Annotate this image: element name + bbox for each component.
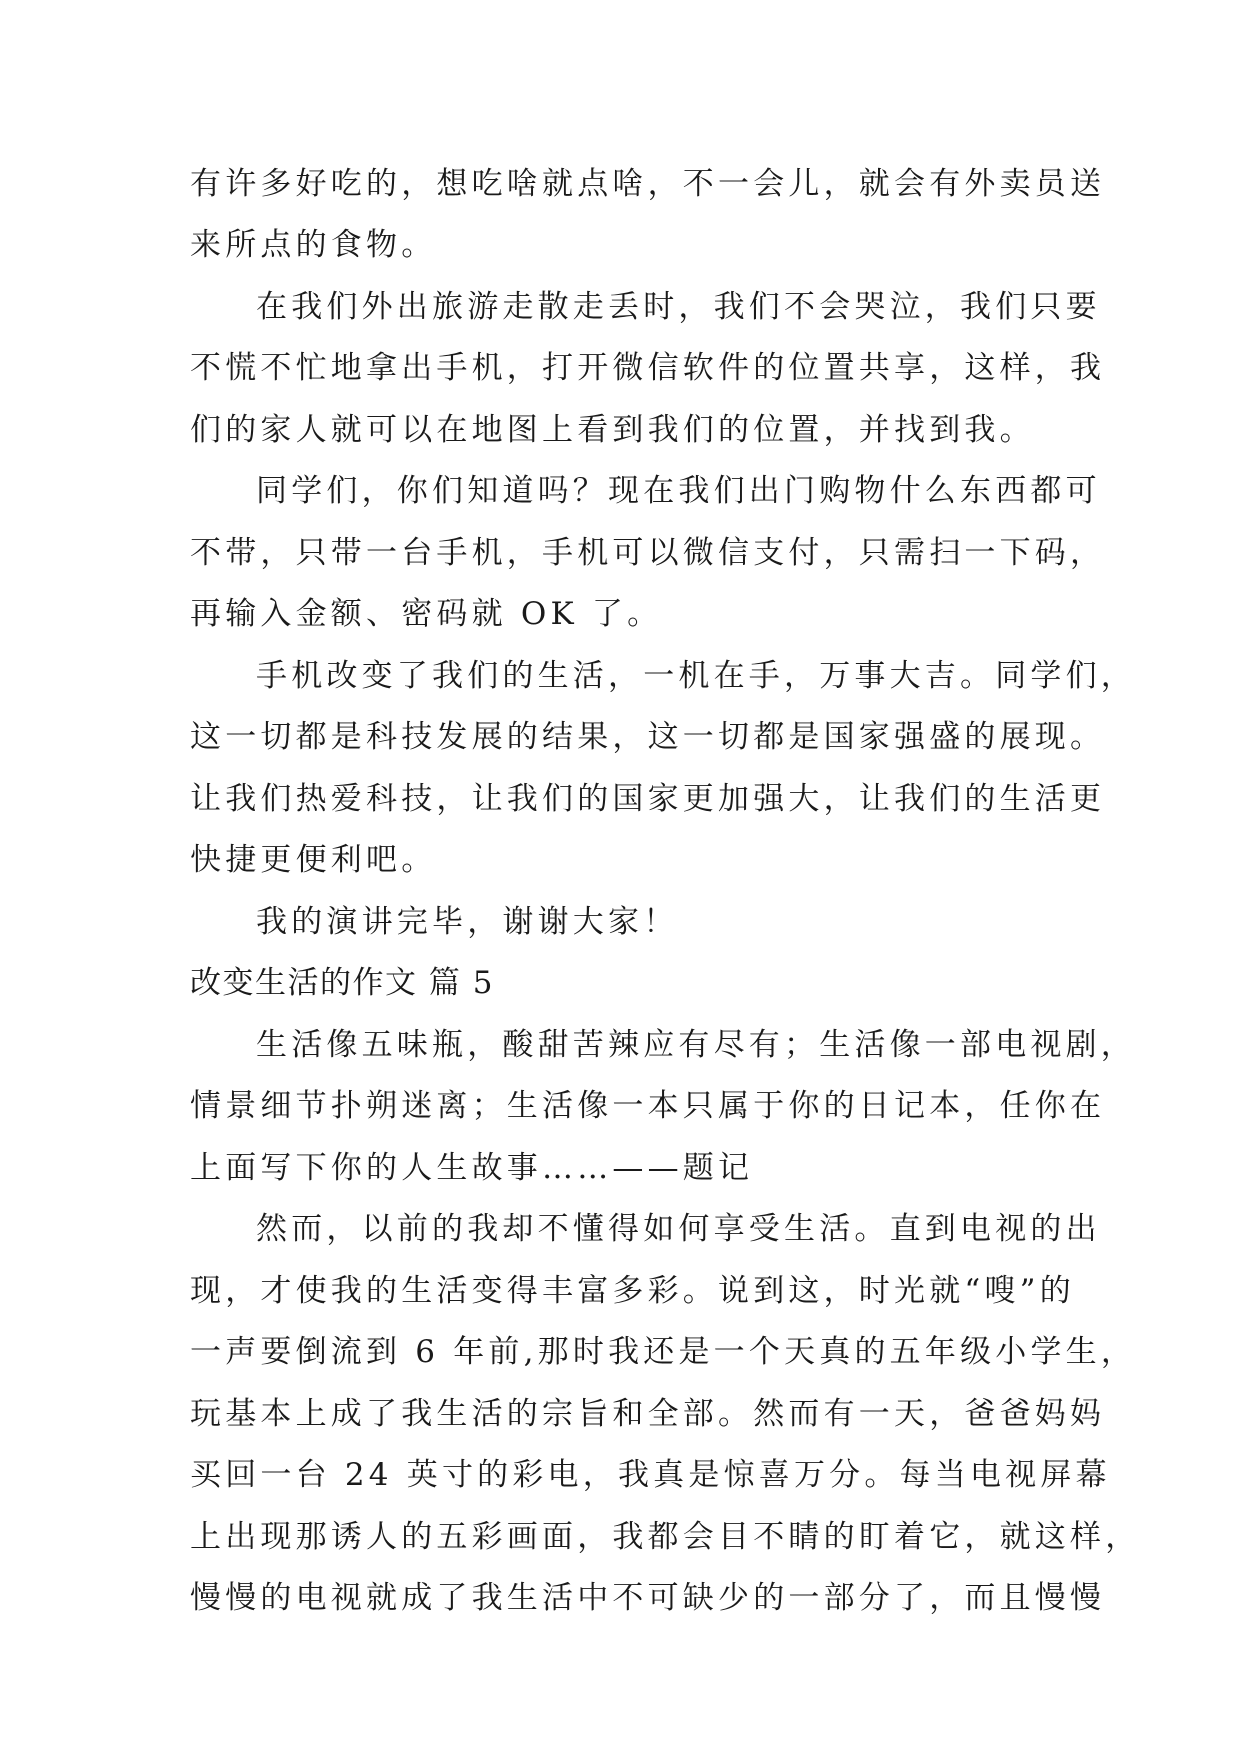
text-line: 情景细节扑朔迷离；生活像一本只属于你的日记本，任你在	[190, 1088, 1106, 1124]
text-line: 这一切都是科技发展的结果，这一切都是国家强盛的展现。	[190, 719, 1106, 755]
text-line: 有许多好吃的，想吃啥就点啥，不一会儿，就会有外卖员送	[190, 166, 1106, 202]
text-line: 们的家人就可以在地图上看到我们的位置，并找到我。	[190, 412, 1035, 448]
text-line: 快捷更便利吧。	[190, 842, 437, 878]
paragraph-first-line: 生活像五味瓶，酸甜苦辣应有尽有；生活像一部电视剧，	[256, 1027, 1136, 1063]
paragraph-first-line: 手机改变了我们的生活，一机在手，万事大吉。同学们，	[256, 658, 1136, 694]
text-line: 玩基本上成了我生活的宗旨和全部。然而有一天，爸爸妈妈	[190, 1396, 1106, 1432]
text-line: 上面写下你的人生故事……——题记	[190, 1150, 754, 1186]
text-line: 上出现那诱人的五彩画面，我都会目不睛的盯着它，就这样，	[190, 1519, 1141, 1555]
text-line: 不慌不忙地拿出手机，打开微信软件的位置共享，这样，我	[190, 350, 1106, 386]
text-line: 不带，只带一台手机，手机可以微信支付，只需扫一下码，	[190, 535, 1106, 571]
text-line: 慢慢的电视就成了我生活中不可缺少的一部分了，而且慢慢	[190, 1580, 1106, 1616]
section-heading: 改变生活的作文 篇 5	[190, 965, 494, 1001]
paragraph-first-line: 在我们外出旅游走散走丢时，我们不会哭泣，我们只要	[256, 289, 1101, 325]
text-line: 让我们热爱科技，让我们的国家更加强大，让我们的生活更	[190, 781, 1106, 817]
text-line: 来所点的食物。	[190, 227, 437, 263]
text-line: 买回一台 24 英寸的彩电，我真是惊喜万分。每当电视屏幕	[190, 1457, 1111, 1493]
paragraph-first-line: 然而，以前的我却不懂得如何享受生活。直到电视的出	[256, 1211, 1101, 1247]
paragraph-first-line: 我的演讲完毕，谢谢大家！	[256, 904, 679, 940]
text-line: 再输入金额、密码就 OK 了。	[190, 596, 663, 632]
paragraph-first-line: 同学们，你们知道吗？现在我们出门购物什么东西都可	[256, 473, 1101, 509]
text-line: 一声要倒流到 6 年前,那时我还是一个天真的五年级小学生，	[190, 1334, 1137, 1370]
text-line: 现，才使我的生活变得丰富多彩。说到这，时光就“嗖”的	[190, 1273, 1075, 1309]
